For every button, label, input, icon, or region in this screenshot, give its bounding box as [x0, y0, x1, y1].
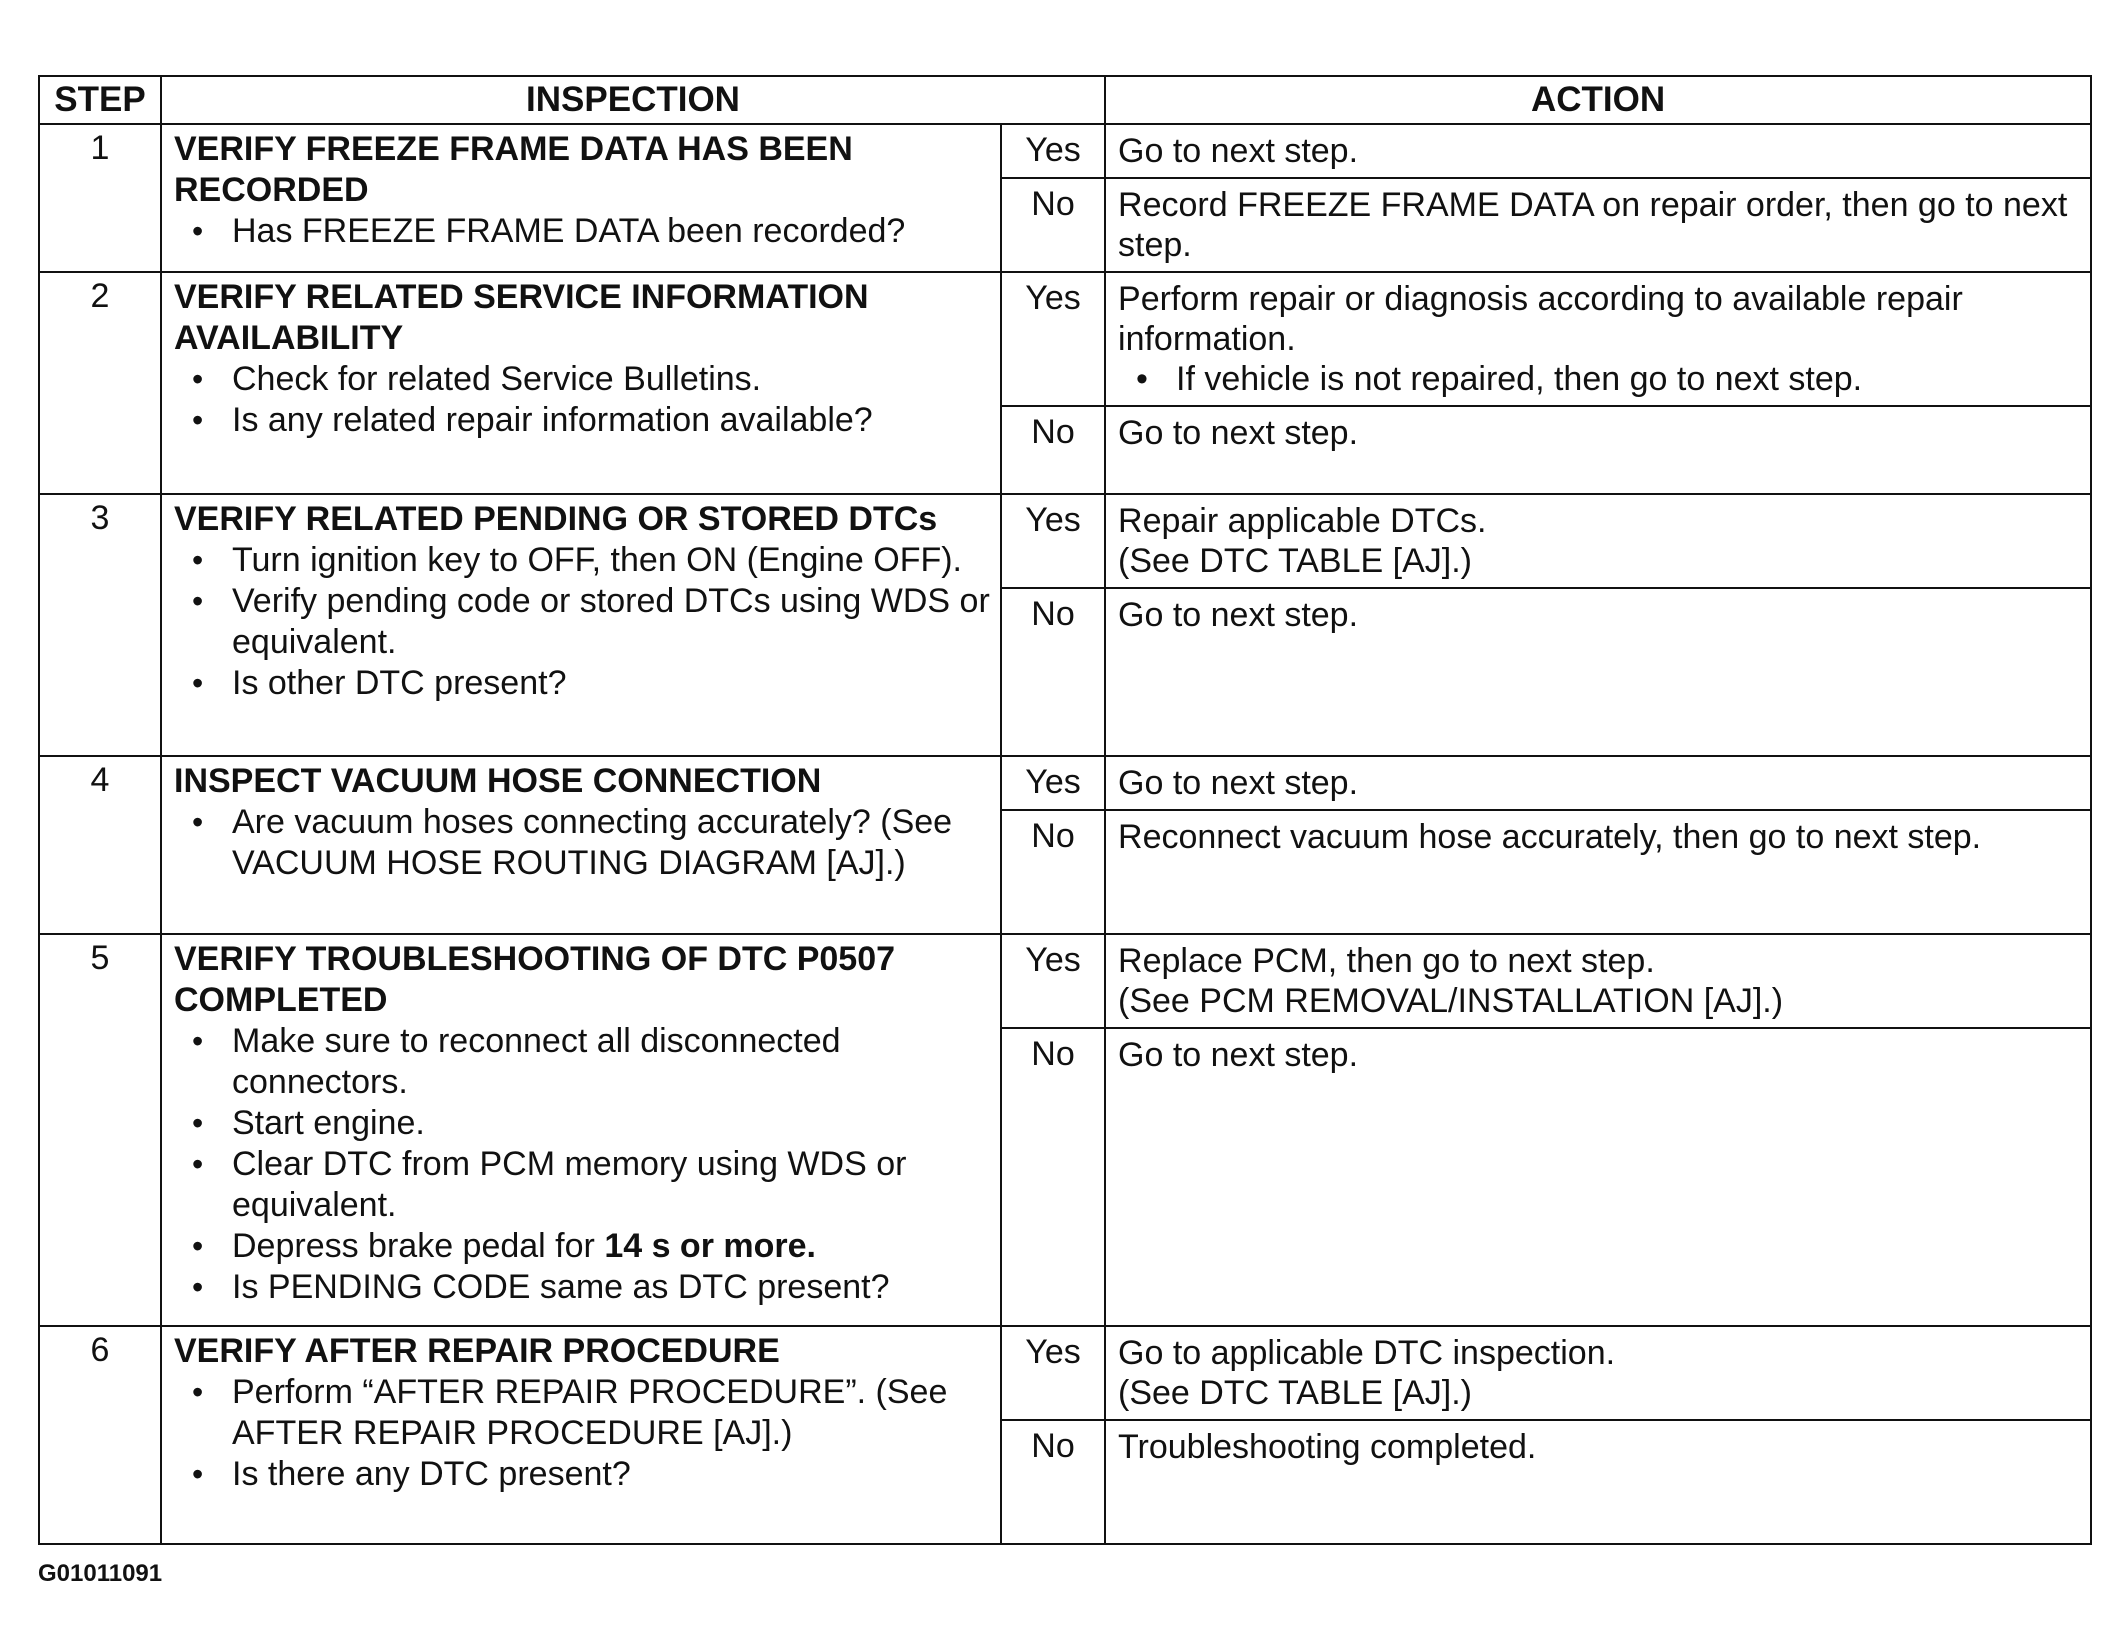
yes-label: Yes: [1001, 494, 1105, 588]
no-label: No: [1001, 1028, 1105, 1326]
step-number: 2: [39, 272, 161, 494]
inspection-title: VERIFY RELATED PENDING OR STORED DTCs: [174, 500, 938, 538]
step-number: 4: [39, 756, 161, 934]
inspection-bullet: • Turn ignition key to OFF, then ON (Engine OFF).: [174, 540, 990, 581]
table-row: [39, 272, 2091, 406]
no-action: Record FREEZE FRAME DATA on repair order, then go to next step.: [1105, 178, 2091, 272]
yes-action-reference: (See DTC TABLE [AJ].): [1118, 1374, 1472, 1412]
inspection-bullet: • Clear DTC from PCM memory using WDS or equivalent.: [174, 1144, 990, 1226]
yes-label: Yes: [1001, 934, 1105, 1028]
step-number: 3: [39, 494, 161, 756]
table-row: [39, 494, 2091, 588]
inspection-bullets: [174, 1372, 990, 1495]
yes-label: Yes: [1001, 756, 1105, 810]
inspection-bullet: • Is there any DTC present?: [174, 1454, 990, 1495]
inspection-cell: [161, 756, 1001, 934]
no-label: No: [1001, 406, 1105, 494]
no-action: Go to next step.: [1105, 1028, 2091, 1326]
inspection-bullet: • Is PENDING CODE same as DTC present?: [174, 1267, 990, 1308]
step-number: 5: [39, 934, 161, 1326]
inspection-bullets: [174, 359, 990, 441]
inspection-cell: [161, 934, 1001, 1326]
table-row: [39, 124, 2091, 178]
action-bullets: [1118, 359, 2080, 399]
yes-action-cell: [1105, 934, 2091, 1028]
yes-action: Perform repair or diagnosis according to available repair information.: [1118, 280, 1963, 358]
no-action: Reconnect vacuum hose accurately, then go to next step.: [1105, 810, 2091, 934]
diagnostic-procedure-table: [38, 75, 2092, 1545]
no-label: No: [1001, 1420, 1105, 1544]
table-row: [39, 756, 2091, 810]
yes-action-cell: [1105, 494, 2091, 588]
yes-action: Repair applicable DTCs.: [1118, 502, 1487, 540]
yes-action-reference: (See PCM REMOVAL/INSTALLATION [AJ].): [1118, 982, 1784, 1020]
table-row: [39, 934, 2091, 1028]
yes-action: Go to next step.: [1105, 756, 2091, 810]
inspection-title: INSPECT VACUUM HOSE CONNECTION: [174, 762, 822, 800]
step-number: 6: [39, 1326, 161, 1544]
inspection-bullets: [174, 211, 990, 252]
no-action: Troubleshooting completed.: [1105, 1420, 2091, 1544]
no-label: No: [1001, 588, 1105, 756]
action-bullet: • If vehicle is not repaired, then go to next step.: [1118, 359, 2080, 399]
bullet-emphasis: 14 s or more.: [604, 1227, 816, 1265]
header-inspection: INSPECTION: [161, 76, 1105, 124]
inspection-bullet: • Perform “AFTER REPAIR PROCEDURE”. (See AFTER REPAIR PROCEDURE [AJ].): [174, 1372, 990, 1454]
inspection-bullet: • Make sure to reconnect all disconnected connectors.: [174, 1021, 990, 1103]
yes-action: Replace PCM, then go to next step.: [1118, 942, 1655, 980]
table-header-row: [39, 76, 2091, 124]
inspection-cell: [161, 124, 1001, 272]
yes-action-cell: [1105, 272, 2091, 406]
inspection-bullet: • Is any related repair information available?: [174, 400, 990, 441]
inspection-bullets: [174, 802, 990, 884]
yes-action-cell: [1105, 1326, 2091, 1420]
no-action: Go to next step.: [1105, 588, 2091, 756]
diagnostic-table-container: [38, 75, 2090, 1545]
inspection-title: VERIFY AFTER REPAIR PROCEDURE: [174, 1332, 780, 1370]
yes-label: Yes: [1001, 1326, 1105, 1420]
header-step: STEP: [39, 76, 161, 124]
no-action: Go to next step.: [1105, 406, 2091, 494]
inspection-bullets: [174, 1021, 990, 1308]
header-action: ACTION: [1105, 76, 2091, 124]
inspection-title: VERIFY FREEZE FRAME DATA HAS BEEN RECORDED: [174, 130, 853, 209]
inspection-bullets: [174, 540, 990, 704]
figure-id: G01011091: [38, 1560, 163, 1587]
inspection-bullet: • Check for related Service Bulletins.: [174, 359, 990, 400]
no-label: No: [1001, 810, 1105, 934]
inspection-title: VERIFY RELATED SERVICE INFORMATION AVAILABILITY: [174, 278, 869, 357]
no-label: No: [1001, 178, 1105, 272]
inspection-cell: [161, 494, 1001, 756]
bullet-text: Depress brake pedal for: [232, 1227, 605, 1265]
inspection-bullet: • Are vacuum hoses connecting accurately? (See VACUUM HOSE ROUTING DIAGRAM [AJ].): [174, 802, 990, 884]
inspection-title: VERIFY TROUBLESHOOTING OF DTC P0507 COMPLETED: [174, 940, 896, 1019]
inspection-bullet: • Verify pending code or stored DTCs using WDS or equivalent.: [174, 581, 990, 663]
yes-action: Go to applicable DTC inspection.: [1118, 1334, 1616, 1372]
yes-label: Yes: [1001, 272, 1105, 406]
inspection-bullet: • Has FREEZE FRAME DATA been recorded?: [174, 211, 990, 252]
yes-label: Yes: [1001, 124, 1105, 178]
step-number: 1: [39, 124, 161, 272]
yes-action: Go to next step.: [1105, 124, 2091, 178]
inspection-bullet: • Is other DTC present?: [174, 663, 990, 704]
inspection-cell: [161, 1326, 1001, 1544]
table-row: [39, 1326, 2091, 1420]
inspection-cell: [161, 272, 1001, 494]
inspection-bullet: [174, 1226, 990, 1267]
yes-action-reference: (See DTC TABLE [AJ].): [1118, 542, 1472, 580]
inspection-bullet: • Start engine.: [174, 1103, 990, 1144]
